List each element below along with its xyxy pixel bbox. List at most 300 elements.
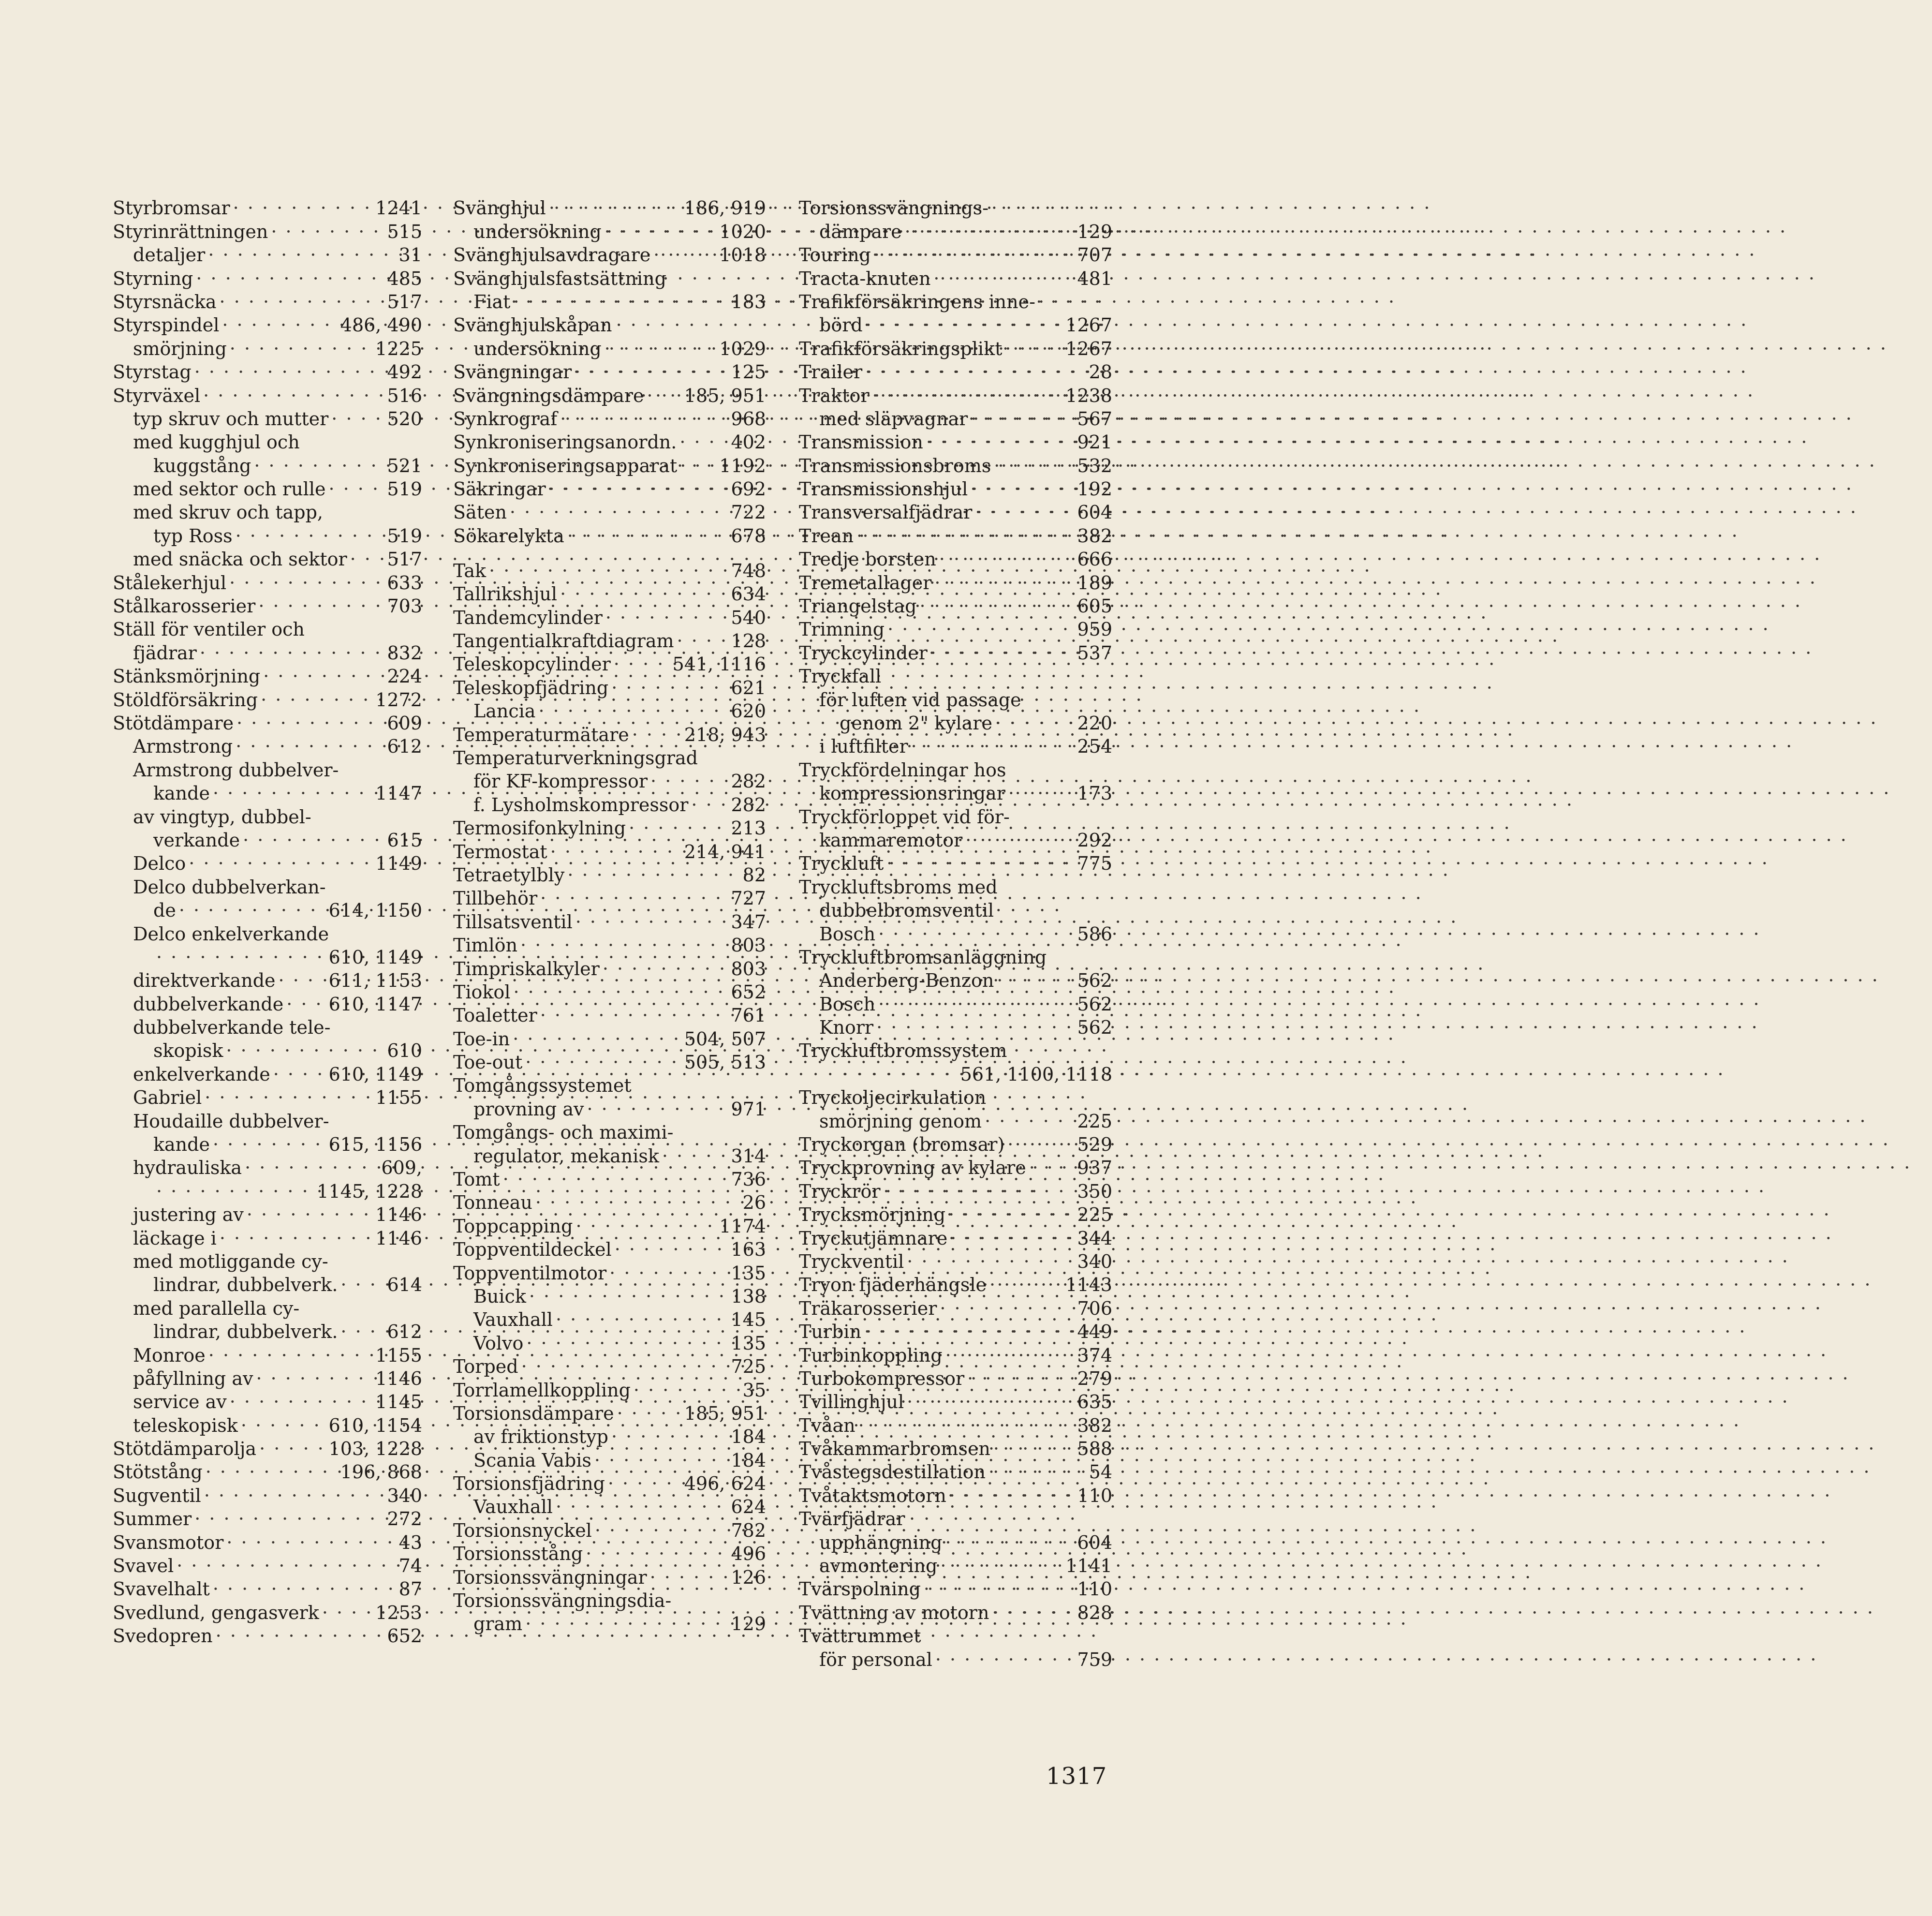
index-entry: [799, 266, 1112, 289]
leader-dots: [525, 1051, 681, 1073]
entry-page-ref: 1029: [719, 338, 766, 359]
index-entry: [799, 407, 1112, 430]
index-entry: [113, 1320, 422, 1343]
index-entry: [799, 1483, 1112, 1506]
entry-page-ref: 173: [1077, 783, 1112, 804]
index-entry: [113, 1132, 422, 1156]
entry-term: teleskopisk: [133, 1414, 238, 1436]
leader-dots: [876, 1016, 1074, 1039]
entry-term: Gabriel: [133, 1087, 202, 1109]
entry-page-ref: 761: [731, 1005, 766, 1026]
entry-term: Lancia: [473, 700, 536, 722]
leader-dots: [538, 700, 728, 722]
leader-dots: [993, 1438, 1075, 1460]
index-entry: [453, 1589, 766, 1612]
entry-page-ref: 192: [1077, 478, 1112, 500]
entry-term: Trean: [799, 525, 854, 547]
entry-page-ref: 516: [387, 385, 422, 406]
entry-page-ref: 1225: [375, 338, 422, 359]
entry-page-ref: 218, 943: [684, 724, 766, 745]
index-entry: [453, 886, 766, 909]
leader-dots: [179, 899, 326, 921]
entry-term: Styrning: [113, 267, 193, 289]
leader-dots: [866, 314, 1063, 336]
entry-page-ref: 486, 490: [340, 314, 422, 336]
index-entry: [453, 1026, 766, 1050]
index-entry: [113, 640, 422, 664]
index-entry: [799, 1366, 1112, 1390]
index-entry: [799, 851, 1112, 875]
leader-dots: [226, 1040, 384, 1062]
index-entry: [453, 1448, 766, 1471]
entry-term: Tryckutjämnare: [799, 1227, 948, 1249]
entry-term: Tryckorgan (bromsar): [799, 1134, 1005, 1156]
entry-page-ref: 1267: [1065, 314, 1112, 336]
index-entry: [113, 383, 422, 406]
leader-dots: [975, 501, 1074, 523]
leader-dots: [230, 1391, 373, 1413]
index-entry: [113, 1483, 422, 1506]
entry-page-ref: 1267: [1065, 338, 1112, 359]
index-entry: [113, 1577, 422, 1600]
leader-dots: [503, 1168, 728, 1190]
entry-term: kuggstång: [153, 455, 251, 476]
index-entry: [113, 1109, 422, 1132]
index-entry: [799, 1647, 1112, 1670]
entry-page-ref: 615: [387, 829, 422, 851]
entry-page-ref: 666: [1077, 549, 1112, 570]
leader-dots: [605, 221, 717, 243]
index-entry: [453, 1425, 766, 1448]
index-entry: [453, 196, 766, 219]
entry-term: regulator, mekanisk: [473, 1145, 659, 1167]
entry-term: Sökarelykta: [453, 525, 564, 547]
entry-term: Synkrograf: [453, 408, 558, 430]
index-entry: [113, 898, 422, 921]
entry-term: Torsionssvängnings-: [799, 197, 989, 219]
leader-dots: [200, 642, 384, 664]
entry-page-ref: 225: [1077, 1204, 1112, 1226]
entry-term: Styrstag: [113, 361, 192, 383]
index-entry: [113, 243, 422, 266]
index-entry: [453, 1050, 766, 1073]
entry-page-ref: 775: [1077, 853, 1112, 875]
index-entry: [799, 1179, 1112, 1202]
leader-dots: [965, 829, 1074, 851]
entry-page-ref: 504, 507: [684, 1028, 766, 1050]
leader-dots: [258, 595, 384, 617]
index-entry: [113, 219, 422, 242]
entry-page-ref: 692: [731, 478, 766, 500]
entry-page-ref: 722: [731, 502, 766, 523]
entry-term: Tryckrör: [799, 1180, 881, 1202]
leader-dots: [872, 385, 1063, 407]
leader-dots: [911, 735, 1075, 757]
entry-term: Stötdämpare: [113, 712, 234, 734]
index-entry: [799, 992, 1112, 1015]
index-entry: [453, 477, 766, 500]
entry-page-ref: 185, 951: [684, 385, 766, 406]
leader-dots: [945, 1344, 1075, 1366]
entry-term: avmontering: [819, 1555, 938, 1577]
index-entry: [113, 523, 422, 547]
entry-page-ref: 706: [1077, 1297, 1112, 1319]
index-entry: [799, 945, 1112, 968]
entry-term: Träkarosserier: [799, 1297, 937, 1319]
index-entry: [799, 360, 1112, 383]
entry-term: verkande: [153, 829, 240, 851]
leader-dots: [886, 852, 1074, 875]
entry-page-ref: 1272: [375, 689, 422, 711]
index-column-2: [453, 196, 766, 1635]
index-entry: [799, 290, 1112, 313]
entry-term: Tillbehör: [453, 888, 538, 909]
entry-page-ref: 828: [1077, 1602, 1112, 1623]
entry-page-ref: 1146: [375, 1204, 422, 1226]
leader-dots: [680, 455, 716, 477]
entry-page-ref: 374: [1077, 1344, 1112, 1366]
entry-term: lindrar, dubbelverk.: [153, 1321, 338, 1343]
index-entry: [799, 1437, 1112, 1460]
index-entry: [113, 1530, 422, 1553]
index-entry: [113, 500, 422, 523]
index-entry: [453, 360, 766, 383]
index-entry: [799, 781, 1112, 804]
entry-term: av vingtyp, dubbel-: [133, 806, 311, 828]
leader-dots: [647, 385, 681, 407]
entry-term: Svänghjulsfastsättning: [453, 267, 666, 289]
entry-term: Ställ för ventiler och: [113, 619, 305, 640]
leader-dots: [575, 1215, 716, 1237]
entry-term: för luften vid passage: [819, 689, 1021, 711]
entry-term: kammaremotor: [819, 829, 963, 851]
index-entry: [799, 1296, 1112, 1319]
entry-page-ref: 382: [1077, 525, 1112, 547]
leader-dots: [691, 794, 728, 816]
entry-page-ref: 254: [1077, 736, 1112, 757]
entry-term: Teleskopcylinder: [453, 654, 611, 675]
entry-page-ref: 1155: [375, 1087, 422, 1109]
entry-page-ref: 540: [731, 607, 766, 628]
index-entry: [799, 1343, 1112, 1366]
index-entry: [113, 1039, 422, 1062]
leader-dots: [208, 244, 396, 266]
entry-term: kande: [153, 1134, 210, 1156]
leader-dots: [489, 560, 728, 582]
entry-page-ref: 610, 1154: [328, 1414, 422, 1436]
leader-dots: [905, 221, 1075, 243]
index-entry: [799, 1413, 1112, 1436]
index-entry: [113, 1085, 422, 1109]
leader-dots: [208, 1344, 372, 1366]
leader-dots: [273, 1063, 326, 1085]
index-entry: [113, 1015, 422, 1039]
index-entry: [453, 722, 766, 745]
entry-page-ref: 832: [387, 642, 422, 664]
entry-term: Säkringar: [453, 478, 546, 500]
entry-page-ref: 1145: [375, 1391, 422, 1413]
entry-page-ref: 213: [731, 817, 766, 839]
leader-dots: [575, 361, 728, 383]
leader-dots: [560, 583, 728, 605]
index-entry: [453, 1237, 766, 1261]
entry-page-ref: 1146: [375, 1227, 422, 1249]
leader-dots: [950, 1227, 1074, 1249]
leader-dots: [236, 712, 384, 734]
index-entry: [799, 430, 1112, 453]
entry-term: Svängningsdämpare: [453, 385, 644, 406]
entry-term: Tvättning av motorn: [799, 1602, 989, 1623]
entry-term: Tomgångssystemet: [453, 1075, 632, 1097]
index-entry: [453, 675, 766, 698]
entry-term: upphängning: [819, 1531, 943, 1553]
entry-term: genom 2" kylare: [840, 712, 992, 734]
entry-term: Svedlund, gengasverk: [113, 1602, 319, 1623]
leader-dots: [842, 1063, 958, 1085]
entry-term: för KF-kompressor: [473, 771, 648, 792]
entry-term: dämpare: [819, 221, 902, 242]
leader-dots: [967, 1367, 1074, 1390]
leader-dots: [259, 1438, 326, 1460]
entry-page-ref: 520: [387, 408, 422, 430]
entry-term: Svänghjulsavdragare: [453, 244, 651, 266]
entry-term: Temperaturmätare: [453, 724, 629, 745]
entry-page-ref: 110: [1077, 1578, 1112, 1600]
entry-term: Termosifonkylning: [453, 817, 626, 839]
leader-dots: [549, 197, 681, 219]
entry-page-ref: 652: [387, 1625, 422, 1647]
index-entry: [113, 945, 422, 968]
entry-term: Styrinrättningen: [113, 221, 268, 242]
entry-term: Turbokompressor: [799, 1367, 965, 1389]
index-entry: [799, 1530, 1112, 1553]
entry-page-ref: 1141: [1065, 1555, 1112, 1577]
leader-dots: [203, 385, 384, 407]
index-entry: [453, 407, 766, 430]
entry-term: med skruv och tapp,: [133, 502, 324, 523]
index-entry: [453, 1190, 766, 1214]
leader-dots: [236, 525, 384, 547]
entry-term: Tak: [453, 560, 487, 581]
entry-term: Tillsatsventil: [453, 911, 573, 933]
leader-dots: [615, 1238, 728, 1261]
index-entry: [799, 664, 1112, 687]
index-entry: [799, 219, 1112, 242]
index-entry: [799, 500, 1112, 523]
entry-page-ref: 272: [387, 1508, 422, 1530]
index-entry: [453, 1378, 766, 1401]
entry-term: Tryon fjäderhängsle: [799, 1274, 987, 1296]
entry-term: smörjning genom: [819, 1110, 982, 1132]
entry-term: Styrspindel: [113, 314, 220, 336]
entry-term: Stötstång: [113, 1461, 203, 1483]
entry-term: Transmissionshjul: [799, 478, 968, 500]
index-entry: [113, 290, 422, 313]
entry-page-ref: 1020: [719, 221, 766, 242]
entry-page-ref: 610: [387, 1040, 422, 1062]
index-entry: [113, 828, 422, 851]
index-entry: [113, 617, 422, 640]
leader-dots: [216, 1625, 384, 1647]
entry-term: Triangelstag: [799, 595, 917, 617]
entry-term: för personal: [819, 1649, 932, 1670]
leader-dots: [560, 408, 728, 430]
index-entry: [453, 816, 766, 839]
entry-page-ref: 586: [1077, 923, 1112, 945]
entry-term: Säten: [453, 502, 507, 523]
entry-page-ref: 138: [731, 1285, 766, 1307]
entry-page-ref: 340: [1077, 1250, 1112, 1272]
entry-term: Transmissionsbroms: [799, 455, 991, 476]
index-entry: [453, 1144, 766, 1167]
entry-page-ref: 82: [742, 864, 766, 886]
leader-dots: [222, 314, 337, 336]
entry-term: Tvillinghjul: [799, 1391, 904, 1413]
index-entry: [453, 1261, 766, 1284]
entry-page-ref: 921: [1077, 431, 1112, 453]
index-entry: [453, 1284, 766, 1307]
index-entry: [799, 711, 1112, 734]
entry-page-ref: 561, 1100, 1118: [960, 1063, 1112, 1085]
index-entry: [113, 1179, 422, 1202]
entry-page-ref: 610, 1149: [328, 1063, 422, 1085]
entry-term: börd: [819, 314, 863, 336]
index-entry: [453, 1120, 766, 1144]
index-entry: [113, 968, 422, 992]
entry-term: med parallella cy-: [133, 1297, 300, 1319]
entry-term: Svedopren: [113, 1625, 213, 1647]
leader-dots: [575, 911, 728, 933]
entry-page-ref: 541, 1116: [672, 654, 766, 675]
entry-term: Termostat: [453, 841, 547, 862]
index-entry: [113, 407, 422, 430]
entry-page-ref: 26: [742, 1192, 766, 1214]
leader-dots: [679, 431, 728, 453]
index-entry: [799, 1507, 1112, 1530]
entry-page-ref: 225: [1077, 1110, 1112, 1132]
entry-page-ref: 103, 1228: [328, 1438, 422, 1460]
leader-dots: [856, 525, 1074, 547]
entry-page-ref: 496, 624: [684, 1473, 766, 1495]
entry-term: Sugventil: [113, 1485, 201, 1506]
leader-dots: [194, 1508, 384, 1530]
entry-term: Monroe: [133, 1344, 206, 1366]
entry-term: Toaletter: [453, 1005, 537, 1026]
entry-page-ref: 621: [731, 677, 766, 698]
index-entry: [799, 336, 1112, 359]
entry-term: Tremetallager: [799, 572, 932, 594]
entry-term: Volvo: [473, 1332, 524, 1354]
leader-dots: [971, 408, 1074, 430]
entry-term: Svängningar: [453, 361, 572, 383]
leader-dots: [662, 1145, 728, 1167]
leader-dots: [934, 572, 1074, 594]
index-entry: [113, 313, 422, 336]
entry-term: Synkroniseringsanordn.: [453, 431, 677, 453]
entry-term: Transmission: [799, 431, 923, 453]
entry-term: Vauxhall: [473, 1496, 553, 1518]
index-entry: [453, 383, 766, 406]
entry-page-ref: 678: [731, 525, 766, 547]
leader-dots: [653, 244, 716, 266]
entry-page-ref: 87: [398, 1578, 422, 1600]
leader-dots: [156, 1180, 314, 1203]
index-entry: [453, 933, 766, 956]
entry-term: dubbelverkande tele-: [133, 1017, 331, 1039]
entry-term: Tryckventil: [799, 1250, 904, 1272]
entry-page-ref: 609: [387, 712, 422, 734]
leader-dots: [940, 1555, 1062, 1577]
index-entry: [453, 605, 766, 628]
entry-term: Tvåstegsdestillation: [799, 1461, 986, 1483]
leader-dots: [331, 408, 384, 430]
entry-term: Torsionssvängningsdia-: [453, 1590, 672, 1612]
entry-page-ref: 959: [1077, 619, 1112, 640]
entry-term: typ skruv och mutter: [133, 408, 329, 430]
leader-dots: [926, 431, 1075, 453]
leader-dots: [229, 572, 384, 594]
index-entry: [113, 1203, 422, 1226]
index-entry: [453, 1354, 766, 1378]
index-entry: [113, 1437, 422, 1460]
entry-page-ref: 74: [398, 1555, 422, 1577]
index-entry: [453, 1401, 766, 1425]
index-entry: [113, 336, 422, 359]
entry-term: Toppventilmotor: [453, 1262, 607, 1284]
entry-term: med motliggande cy-: [133, 1250, 328, 1272]
leader-dots: [595, 1519, 728, 1542]
entry-term: skopisk: [153, 1040, 223, 1062]
entry-page-ref: 707: [1077, 244, 1112, 266]
entry-page-ref: 614, 1150: [328, 900, 422, 921]
index-entry: [113, 851, 422, 875]
entry-term: Svavelhalt: [113, 1578, 210, 1600]
entry-page-ref: 1155: [375, 1344, 422, 1366]
leader-dots: [1005, 338, 1062, 360]
index-entry: [453, 1307, 766, 1331]
index-entry: [799, 1600, 1112, 1623]
index-entry: [799, 828, 1112, 851]
leader-dots: [340, 1321, 384, 1343]
entry-page-ref: 727: [731, 888, 766, 909]
entry-page-ref: 54: [1089, 1461, 1112, 1483]
entry-page-ref: 937: [1077, 1157, 1112, 1179]
entry-page-ref: 485: [387, 267, 422, 289]
entry-page-ref: 736: [731, 1169, 766, 1190]
index-entry: [453, 792, 766, 816]
leader-dots: [204, 1485, 384, 1507]
entry-term: Tryckförloppet vid för-: [799, 806, 1010, 828]
index-entry: [113, 687, 422, 711]
entry-term: Trailer: [799, 361, 863, 383]
leader-dots: [194, 361, 384, 383]
entry-term: Torped: [453, 1356, 518, 1378]
entry-term: Delco dubbelverkan-: [133, 876, 326, 898]
leader-dots: [513, 981, 728, 1003]
index-entry: [799, 570, 1112, 594]
index-entry: [799, 594, 1112, 617]
entry-page-ref: 624: [731, 1496, 766, 1518]
leader-dots: [254, 455, 384, 477]
leader-dots: [587, 1098, 728, 1120]
leader-dots: [340, 1274, 384, 1296]
entry-term: Styrväxel: [113, 385, 201, 406]
leader-dots: [945, 1531, 1074, 1554]
leader-dots: [614, 653, 670, 675]
index-entry: [113, 781, 422, 804]
index-entry: [113, 664, 422, 687]
entry-term: Trafikförsäkringens inne-: [799, 291, 1035, 312]
